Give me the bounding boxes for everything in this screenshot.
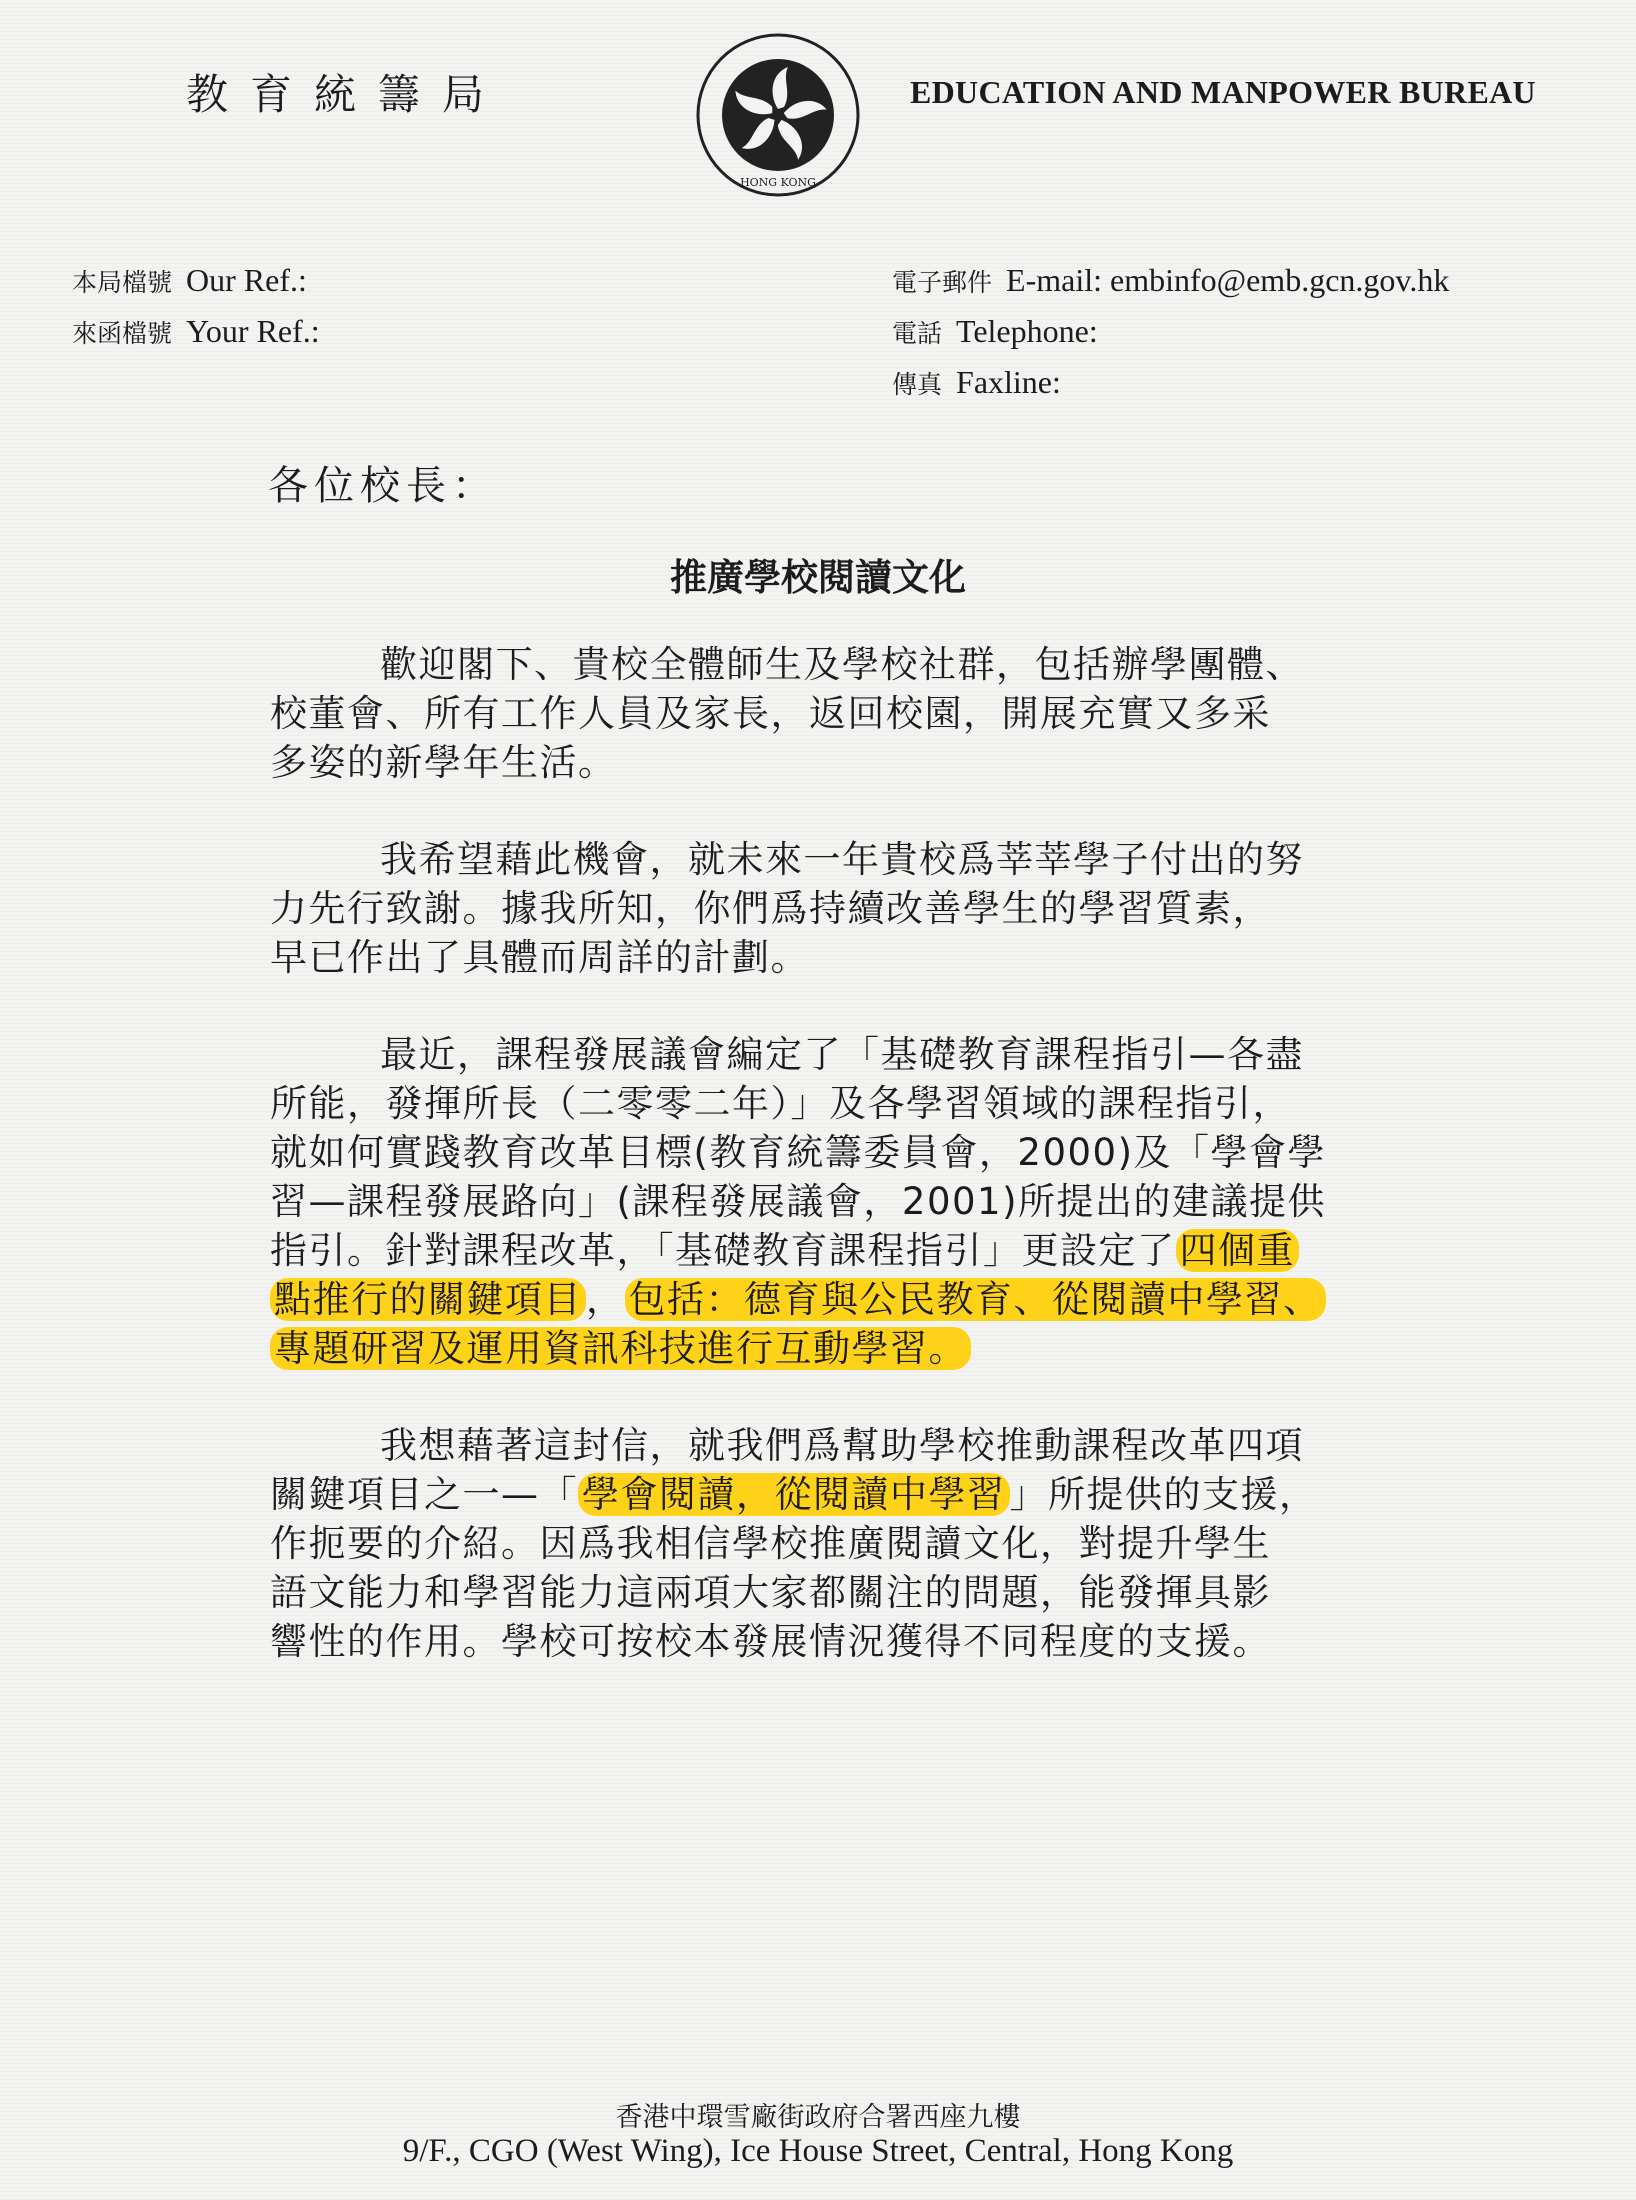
paragraph-line: 就如何實踐教育改革目標(教育統籌委員會，2000)及「學會學 (270, 1131, 1327, 1174)
paragraph-line: 最近，課程發展議會編定了「基礎教育課程指引—各盡 (380, 1033, 1304, 1076)
fax-line (892, 364, 1061, 401)
your-ref (72, 313, 320, 350)
highlighted-text: 四個重 (1176, 1229, 1300, 1272)
your-ref-label-en: Your Ref.: (186, 313, 320, 349)
fax-label-zh: 傳真 (892, 370, 943, 399)
bureau-name-zh: 教育統籌局 (186, 70, 507, 119)
paragraph-line: 習—課程發展路向」(課程發展議會，2001)所提出的建議提供 (270, 1180, 1327, 1223)
letter-body (270, 640, 1470, 1714)
paragraph-line (270, 1470, 1470, 1519)
paragraph-line: 響性的作用。學校可按校本發展情況獲得不同程度的支援。 (270, 1620, 1271, 1663)
highlighted-text: 包括：德育與公民教育、從閱讀中學習、 (625, 1278, 1326, 1321)
paragraph-line: 我想藉著這封信，就我們爲幫助學校推動課程改革四項 (380, 1424, 1304, 1467)
line-text: ， (586, 1278, 625, 1321)
letter-title: 推廣學校閱讀文化 (670, 556, 966, 599)
paragraph-line: 校董會、所有工作人員及家長，返回校園，開展充實又多采 (270, 692, 1271, 735)
hong-kong-emblem-icon (693, 30, 863, 200)
fax-label-en: Faxline: (956, 364, 1061, 400)
paragraph-line: 所能，發揮所長（二零零二年）」及各學習領域的課程指引， (270, 1082, 1291, 1125)
telephone-label-zh: 電話 (892, 319, 943, 348)
your-ref-label-zh: 來函檔號 (72, 319, 173, 348)
paragraph-1 (270, 640, 1470, 787)
paragraph-2 (270, 835, 1470, 982)
paragraph-line: 歡迎閣下、貴校全體師生及學校社群，包括辦學團體、 (380, 643, 1304, 686)
paragraph-line: 作扼要的介紹。因爲我相信學校推廣閱讀文化，對提升學生 (270, 1522, 1271, 1565)
paragraph-line (270, 1324, 1470, 1373)
paragraph-line: 力先行致謝。據我所知，你們爲持續改善學生的學習質素， (270, 887, 1271, 930)
address-en: 9/F., CGO (West Wing), Ice House Street, Central, Hong Kong (402, 2133, 1234, 2169)
line-text: 指引。針對課程改革，「基礎教育課程指引」更設定了 (270, 1229, 1176, 1272)
email-line (892, 262, 1449, 299)
paragraph-4 (270, 1421, 1470, 1666)
telephone-line (892, 313, 1098, 350)
paragraph-3 (270, 1030, 1470, 1373)
highlighted-text: 專題研習及運用資訊科技進行互動學習。 (270, 1327, 971, 1370)
paragraph-line (270, 1275, 1470, 1324)
telephone-label-en: Telephone: (956, 313, 1098, 349)
line-text: 關鍵項目之一—「 (270, 1473, 578, 1516)
our-ref-label-zh: 本局檔號 (72, 268, 173, 297)
salutation: 各位校長： (268, 463, 498, 509)
paragraph-line: 我希望藉此機會，就未來一年貴校爲莘莘學子付出的努 (380, 838, 1304, 881)
our-ref-label-en: Our Ref.: (186, 262, 307, 298)
paragraph-line: 語文能力和學習能力這兩項大家都關注的問題，能發揮具影 (270, 1571, 1271, 1614)
email-value: E-mail: embinfo@emb.gcn.gov.hk (1006, 262, 1450, 298)
paragraph-line (270, 1226, 1470, 1275)
highlighted-text: 學會閱讀，從閱讀中學習 (578, 1473, 1010, 1516)
our-ref (72, 262, 307, 299)
bureau-name-en: EDUCATION AND MANPOWER BUREAU (910, 74, 1536, 110)
emblem-text: HONG KONG (740, 176, 816, 189)
paragraph-line: 早已作出了具體而周詳的計劃。 (270, 936, 809, 979)
line-text: 」所提供的支援， (1009, 1473, 1318, 1516)
email-label-zh: 電子郵件 (892, 268, 993, 297)
highlighted-text: 點推行的關鍵項目 (270, 1278, 586, 1321)
address-zh: 香港中環雪廠街政府合署西座九樓 (615, 2102, 1021, 2133)
paragraph-line: 多姿的新學年生活。 (270, 741, 617, 784)
